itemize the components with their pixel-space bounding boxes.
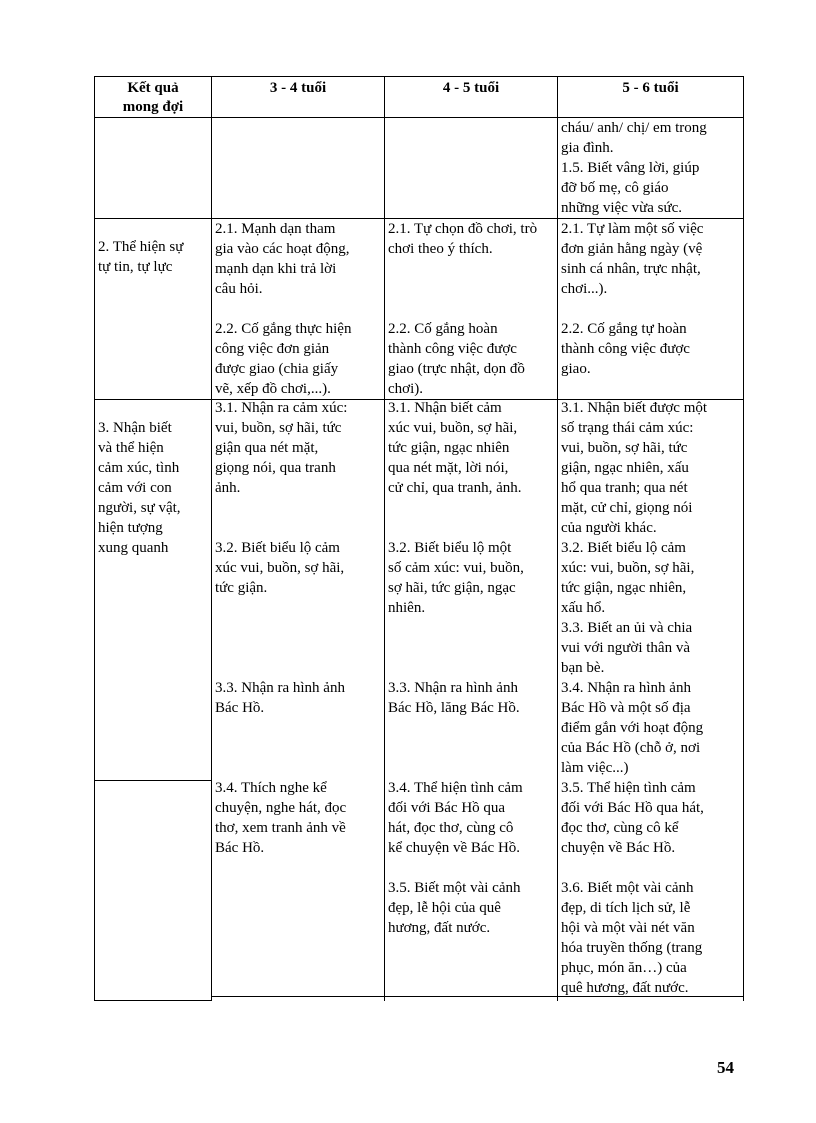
cell-confidence-4-5: 2.1. Tự chọn đồ chơi, trò chơi theo ý thích. 2.2. Cố gắng hoàn thành công việc được giao (trực nhật, dọn đồ chơi). [385, 219, 558, 400]
page-number: 54 [717, 1058, 734, 1077]
table-row-confidence [95, 219, 744, 400]
cell-empty [95, 118, 212, 219]
table-bottom-border [211, 996, 743, 997]
header-age-5-6: 5 - 6 tuổi [558, 77, 744, 118]
header-expected-results: Kết quả mong đợi [95, 77, 212, 118]
column-5-6-text: 3.1. Nhận biết được một số trạng thái cảm xúc: vui, buồn, sợ hãi, tức giận, ngạc nhiên, xấu hổ qua tranh; qua nét mặt, cử chỉ, giọng nói của người khác. 3.2. Biết biểu lộ cảm xúc: vui, buồn, sợ hãi, tức giận, ngạc nhiên, xấu hổ. 3.3. Biết an ủi và chia vui với người thân và bạn bè. 3.4. Nhận ra hình ảnh Bác Hồ và một số địa điểm gắn với hoạt động của Bác Hồ (chỗ ở, nơi làm việc...) 3.5. Thể hiện tình cảm đối với Bác Hồ qua hát, đọc thơ, cùng cô kể chuyện về Bác Hồ. 3.6. Biết một vài cảnh đẹp, di tích lịch sử, lễ hội và một vài nét văn hóa truyền thống (trang phục, món ăn…) của quê hương, đất nước. [561, 400, 708, 996]
cell-confidence-3-4: 2.1. Mạnh dạn tham gia vào các hoạt động, mạnh dạn khi trả lời câu hỏi. 2.2. Cố gắng thực hiện công việc đơn giản được giao (chia giấy vẽ, xếp đồ chơi,...). [212, 219, 385, 400]
header-age-3-4: 3 - 4 tuổi [212, 77, 385, 118]
row-label-emotions: 3. Nhận biết và thể hiện cảm xúc, tình cảm với con người, sự vật, hiện tượng xung quanh [95, 400, 212, 781]
cell-empty [212, 118, 385, 219]
cell-empty [385, 118, 558, 219]
column-4-5-text: 3.1. Nhận biết cảm xúc vui, buồn, sợ hãi, tức giận, ngạc nhiên qua nét mặt, lời nói, cử chỉ, qua tranh, ảnh. 3.2. Biết biểu lộ một số cảm xúc: vui, buồn, sợ hãi, tức giận, ngạc nhiên. 3.3. Nhận ra hình ảnh Bác Hồ, lăng Bác Hồ. 3.4. Thể hiện tình cảm đối với Bác Hồ qua hát, đọc thơ, cùng cô kể chuyện về Bác Hồ. 3.5. Biết một vài cảnh đẹp, lễ hội của quê hương, đất nước. [388, 400, 524, 936]
header-age-4-5: 4 - 5 tuổi [385, 77, 558, 118]
table-row-continued [95, 118, 744, 219]
cell-confidence-5-6: 2.1. Tự làm một số việc đơn giản hằng ngày (vệ sinh cá nhân, trực nhật, chơi...). 2.2. Cố gắng tự hoàn thành công việc được giao. [558, 219, 744, 400]
cell-continued-5-6: cháu/ anh/ chị/ em trong gia đình. 1.5. Biết vâng lời, giúp đỡ bố mẹ, cô giáo những việc vừa sức. [558, 118, 744, 219]
header-row [95, 77, 744, 118]
cell-empty [95, 781, 212, 1001]
row-label-confidence: 2. Thể hiện sự tự tin, tự lực [95, 219, 212, 400]
column-3-4-text: 3.1. Nhận ra cảm xúc: vui, buồn, sợ hãi, tức giận qua nét mặt, giọng nói, qua tranh ảnh. 3.2. Biết biểu lộ cảm xúc vui, buồn, sợ hãi, tức giận. 3.3. Nhận ra hình ảnh Bác Hồ. 3.4. Thích nghe kể chuyện, nghe hát, đọc thơ, xem tranh ảnh về Bác Hồ. [215, 400, 348, 856]
